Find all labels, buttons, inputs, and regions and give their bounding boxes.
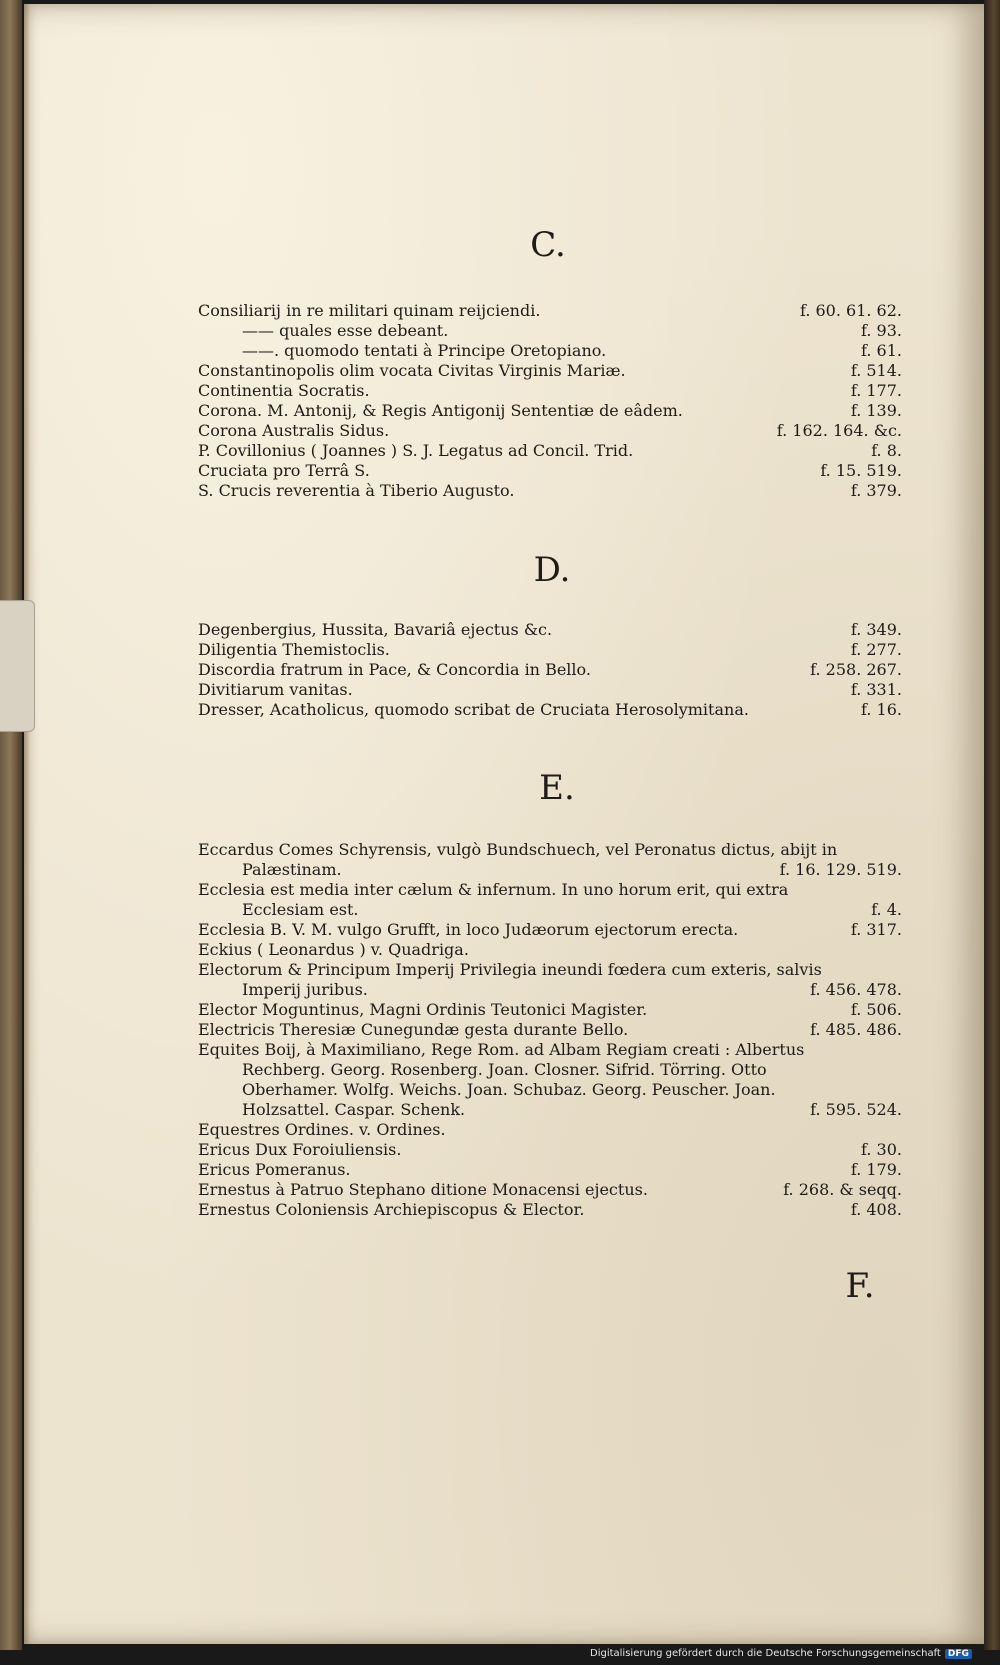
entry-term-continuation: Ecclesiam est. — [242, 900, 359, 919]
entry-term: Eckius ( Leonardus ) v. Quadriga. — [198, 940, 469, 959]
entry-term: Divitiarum vanitas. — [198, 680, 353, 699]
entry-reference: f. 258. 267. — [810, 660, 902, 679]
entry-reference: f. 349. — [850, 620, 902, 639]
index-entry — [198, 1000, 902, 1020]
entry-term: —— quales esse debeant. — [242, 321, 449, 340]
index-list-e — [198, 840, 902, 1220]
entry-term: P. Covillonius ( Joannes ) S. J. Legatus ad Concil. Trid. — [198, 441, 634, 460]
book-page — [24, 4, 984, 1644]
index-entry — [198, 301, 902, 321]
index-entry — [198, 1200, 902, 1220]
entry-term: Electorum & Principum Imperij Privilegia ineundi fœdera cum exteris, salvis — [198, 960, 822, 979]
entry-reference: f. 317. — [850, 920, 902, 939]
index-entry — [198, 680, 902, 700]
index-entry — [198, 920, 902, 940]
entry-reference: f. 179. — [850, 1160, 902, 1179]
entry-term: Ecclesia est media inter cælum & infernum. In uno horum erit, qui extra — [198, 880, 789, 899]
index-entry — [198, 421, 902, 441]
entry-term: Diligentia Themistoclis. — [198, 640, 390, 659]
entry-term: Ernestus à Patruo Stephano ditione Monacensi ejectus. — [198, 1180, 648, 1199]
entry-term: Corona. M. Antonij, & Regis Antigonij Sententiæ de eâdem. — [198, 401, 683, 420]
index-entry — [198, 341, 902, 361]
entry-term: Equites Boij, à Maximiliano, Rege Rom. ad Albam Regiam creati : Albertus — [198, 1040, 805, 1059]
page-gutter-shadow — [24, 4, 30, 1644]
entry-reference: f. 4. — [871, 900, 902, 919]
entry-term: Electricis Theresiæ Cunegundæ gesta durante Bello. — [198, 1020, 629, 1039]
digitization-credit — [590, 1648, 972, 1659]
entry-term: ——. quomodo tentati à Principe Oretopiano. — [242, 341, 607, 360]
entry-term: Ericus Pomeranus. — [198, 1160, 351, 1179]
entry-term: Continentia Socratis. — [198, 381, 370, 400]
entry-reference: f. 514. — [850, 361, 902, 380]
entry-reference: f. 506. — [850, 1000, 902, 1019]
entry-term: Cruciata pro Terrâ S. — [198, 461, 370, 480]
entry-reference: f. 408. — [850, 1200, 902, 1219]
index-entry — [198, 441, 902, 461]
entry-reference: f. 93. — [861, 321, 902, 340]
entry-reference: f. 16. — [861, 700, 902, 719]
entry-term: Constantinopolis olim vocata Civitas Virginis Mariæ. — [198, 361, 626, 380]
entry-term-continuation: Holzsattel. Caspar. Schenk. — [242, 1100, 466, 1119]
section-letter-d: D. — [533, 550, 571, 590]
entry-term-continuation: Rechberg. Georg. Rosenberg. Joan. Closner. Sifrid. Törring. Otto — [242, 1060, 767, 1079]
index-entry — [198, 461, 902, 481]
section-letter-c: C. — [530, 225, 566, 265]
index-entry — [198, 620, 902, 640]
entry-term: Elector Moguntinus, Magni Ordinis Teutonici Magister. — [198, 1000, 648, 1019]
book-cover-left — [0, 0, 22, 1650]
index-entry — [198, 481, 902, 501]
index-entry — [198, 401, 902, 421]
index-entry — [198, 321, 902, 341]
index-entry — [198, 960, 902, 1000]
book-cover-right — [984, 0, 1000, 1650]
index-entry — [198, 880, 902, 920]
entry-reference: f. 15. 519. — [820, 461, 902, 480]
entry-term: Ecclesia B. V. M. vulgo Grufft, in loco Judæorum ejectorum erecta. — [198, 920, 739, 939]
entry-term: Equestres Ordines. v. Ordines. — [198, 1120, 446, 1139]
entry-reference: f. 8. — [871, 441, 902, 460]
entry-reference: f. 331. — [850, 680, 902, 699]
entry-reference: f. 456. 478. — [810, 980, 902, 999]
index-entry — [198, 700, 902, 720]
index-entry — [198, 840, 902, 880]
index-entry — [198, 381, 902, 401]
entry-term: Eccardus Comes Schyrensis, vulgò Bundschuech, vel Peronatus dictus, abijt in — [198, 840, 838, 859]
section-letter-e: E. — [539, 768, 575, 808]
dfg-logo: DFG — [945, 1649, 972, 1659]
index-entry — [198, 1020, 902, 1040]
entry-term-continuation: Palæstinam. — [242, 860, 342, 879]
index-entry — [198, 1120, 902, 1140]
entry-reference: f. 60. 61. 62. — [799, 301, 902, 320]
entry-reference: f. 30. — [861, 1140, 902, 1159]
index-entry — [198, 640, 902, 660]
catchword-letter-f: F. — [845, 1266, 875, 1306]
entry-reference: f. 139. — [850, 401, 902, 420]
entry-reference: f. 16. 129. 519. — [779, 860, 902, 879]
entry-reference: f. 379. — [850, 481, 902, 500]
entry-term: Ericus Dux Foroiuliensis. — [198, 1140, 402, 1159]
index-entry — [198, 660, 902, 680]
index-entry — [198, 940, 902, 960]
index-list-d — [198, 620, 902, 720]
index-entry — [198, 1040, 902, 1120]
entry-reference: f. 485. 486. — [810, 1020, 902, 1039]
entry-reference: f. 162. 164. &c. — [776, 421, 902, 440]
page-marker-tab — [0, 600, 35, 732]
entry-term: Degenbergius, Hussita, Bavariâ ejectus &c. — [198, 620, 553, 639]
index-list-c — [198, 301, 902, 501]
entry-term-continuation: Imperij juribus. — [242, 980, 368, 999]
index-entry — [198, 1160, 902, 1180]
index-entry — [198, 361, 902, 381]
entry-reference: f. 61. — [861, 341, 902, 360]
entry-term: Discordia fratrum in Pace, & Concordia in Bello. — [198, 660, 591, 679]
entry-reference: f. 268. & seqq. — [783, 1180, 902, 1199]
entry-term: Corona Australis Sidus. — [198, 421, 390, 440]
credit-text: Digitalisierung gefördert durch die Deutsche Forschungsgemeinschaft — [590, 1648, 941, 1659]
entry-reference: f. 277. — [850, 640, 902, 659]
entry-term: Consiliarij in re militari quinam reijciendi. — [198, 301, 541, 320]
index-entry — [198, 1180, 902, 1200]
entry-term: Dresser, Acatholicus, quomodo scribat de Cruciata Herosolymitana. — [198, 700, 749, 719]
index-entry — [198, 1140, 902, 1160]
entry-reference: f. 595. 524. — [810, 1100, 902, 1119]
entry-term: S. Crucis reverentia à Tiberio Augusto. — [198, 481, 515, 500]
entry-reference: f. 177. — [850, 381, 902, 400]
entry-term: Ernestus Coloniensis Archiepiscopus & Elector. — [198, 1200, 585, 1219]
entry-term-continuation: Oberhamer. Wolfg. Weichs. Joan. Schubaz. Georg. Peuscher. Joan. — [242, 1080, 776, 1099]
